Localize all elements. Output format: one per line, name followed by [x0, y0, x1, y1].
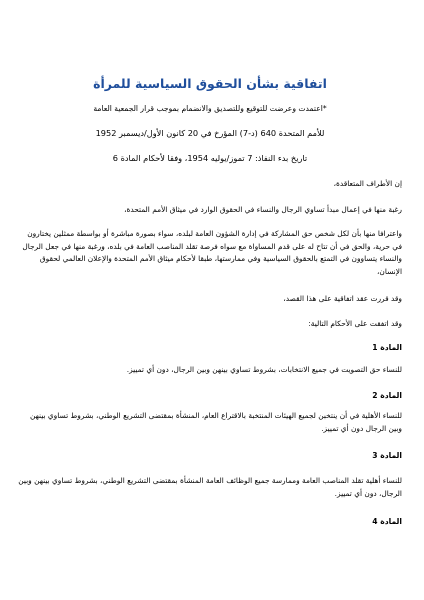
entry-into-force: تاريخ بدء النفاذ: 7 تموز/يوليه 1954، وفقا لأحكام المادة 6 [112, 153, 308, 163]
article-text: للنساء الأهلية في أن ينتخبن لجميع الهيئات المنتخبة بالاقتراع العام، المنشأة بمقتضى التشريع الوطني، بشروط تساوي بينهن وبين الرجال دون أي تمييز. [29, 411, 402, 433]
preamble-paragraph: وقد اتفقت على الأحكام التالية: [308, 319, 402, 328]
article-heading: المادة 2 [372, 391, 402, 400]
preamble-paragraph: رغبة منها في إعمال مبدأ تساوي الرجال والنساء في الحقوق الوارد في ميثاق الأمم المتحدة، [124, 205, 402, 214]
document-title: اتفاقية بشأن الحقوق السياسية للمرأة [93, 76, 327, 91]
article-text: للنساء أهلية تقلد المناصب العامة وممارسة جميع الوظائف العامة المنشأة بمقتضى التشريع الوطني، بشروط تساوي بينهن وبين الرجال، دون أي تمييز. [18, 476, 402, 498]
article-heading: المادة 3 [372, 451, 402, 460]
contracting-parties: إن الأطراف المتعاقدة، [333, 179, 402, 188]
preamble-paragraph: وقد قررت عقد اتفاقية على هذا القصد، [283, 294, 402, 303]
document-page [18, 0, 402, 600]
article-heading: المادة 1 [372, 343, 402, 352]
article-heading: المادة 4 [372, 517, 402, 526]
article-text: للنساء حق التصويت في جميع الانتخابات، بشروط تساوي بينهن وبين الرجال، دون أي تمييز. [126, 365, 402, 374]
resolution-line: للأمم المتحدة 640 (د-7) المؤرخ في 20 كانون الأول/ديسمبر 1952 [95, 128, 325, 138]
adoption-note: *اعتمدت وعرضت للتوقيع وللتصديق والانضمام بموجب قرار الجمعية العامة [93, 104, 327, 113]
preamble-paragraph: واعترافا منها بأن لكل شخص حق المشاركة في إدارة الشؤون العامة لبلده، سواء بصورة مباشرة أو بواسطة ممثلين يختارون في حرية، والحق في أن تتاح له على قدم المساواة مع سواه فرصة تقلد المناصب العامة في بلده، ورغبة منها في جعل الرجال والنساء يتساوون في التمتع بالحقوق السياسية وفي ممارستها، طبقا لأحكام ميثاق الأمم المتحدة والإعلان العالمي لحقوق الإنسان، [22, 229, 402, 276]
